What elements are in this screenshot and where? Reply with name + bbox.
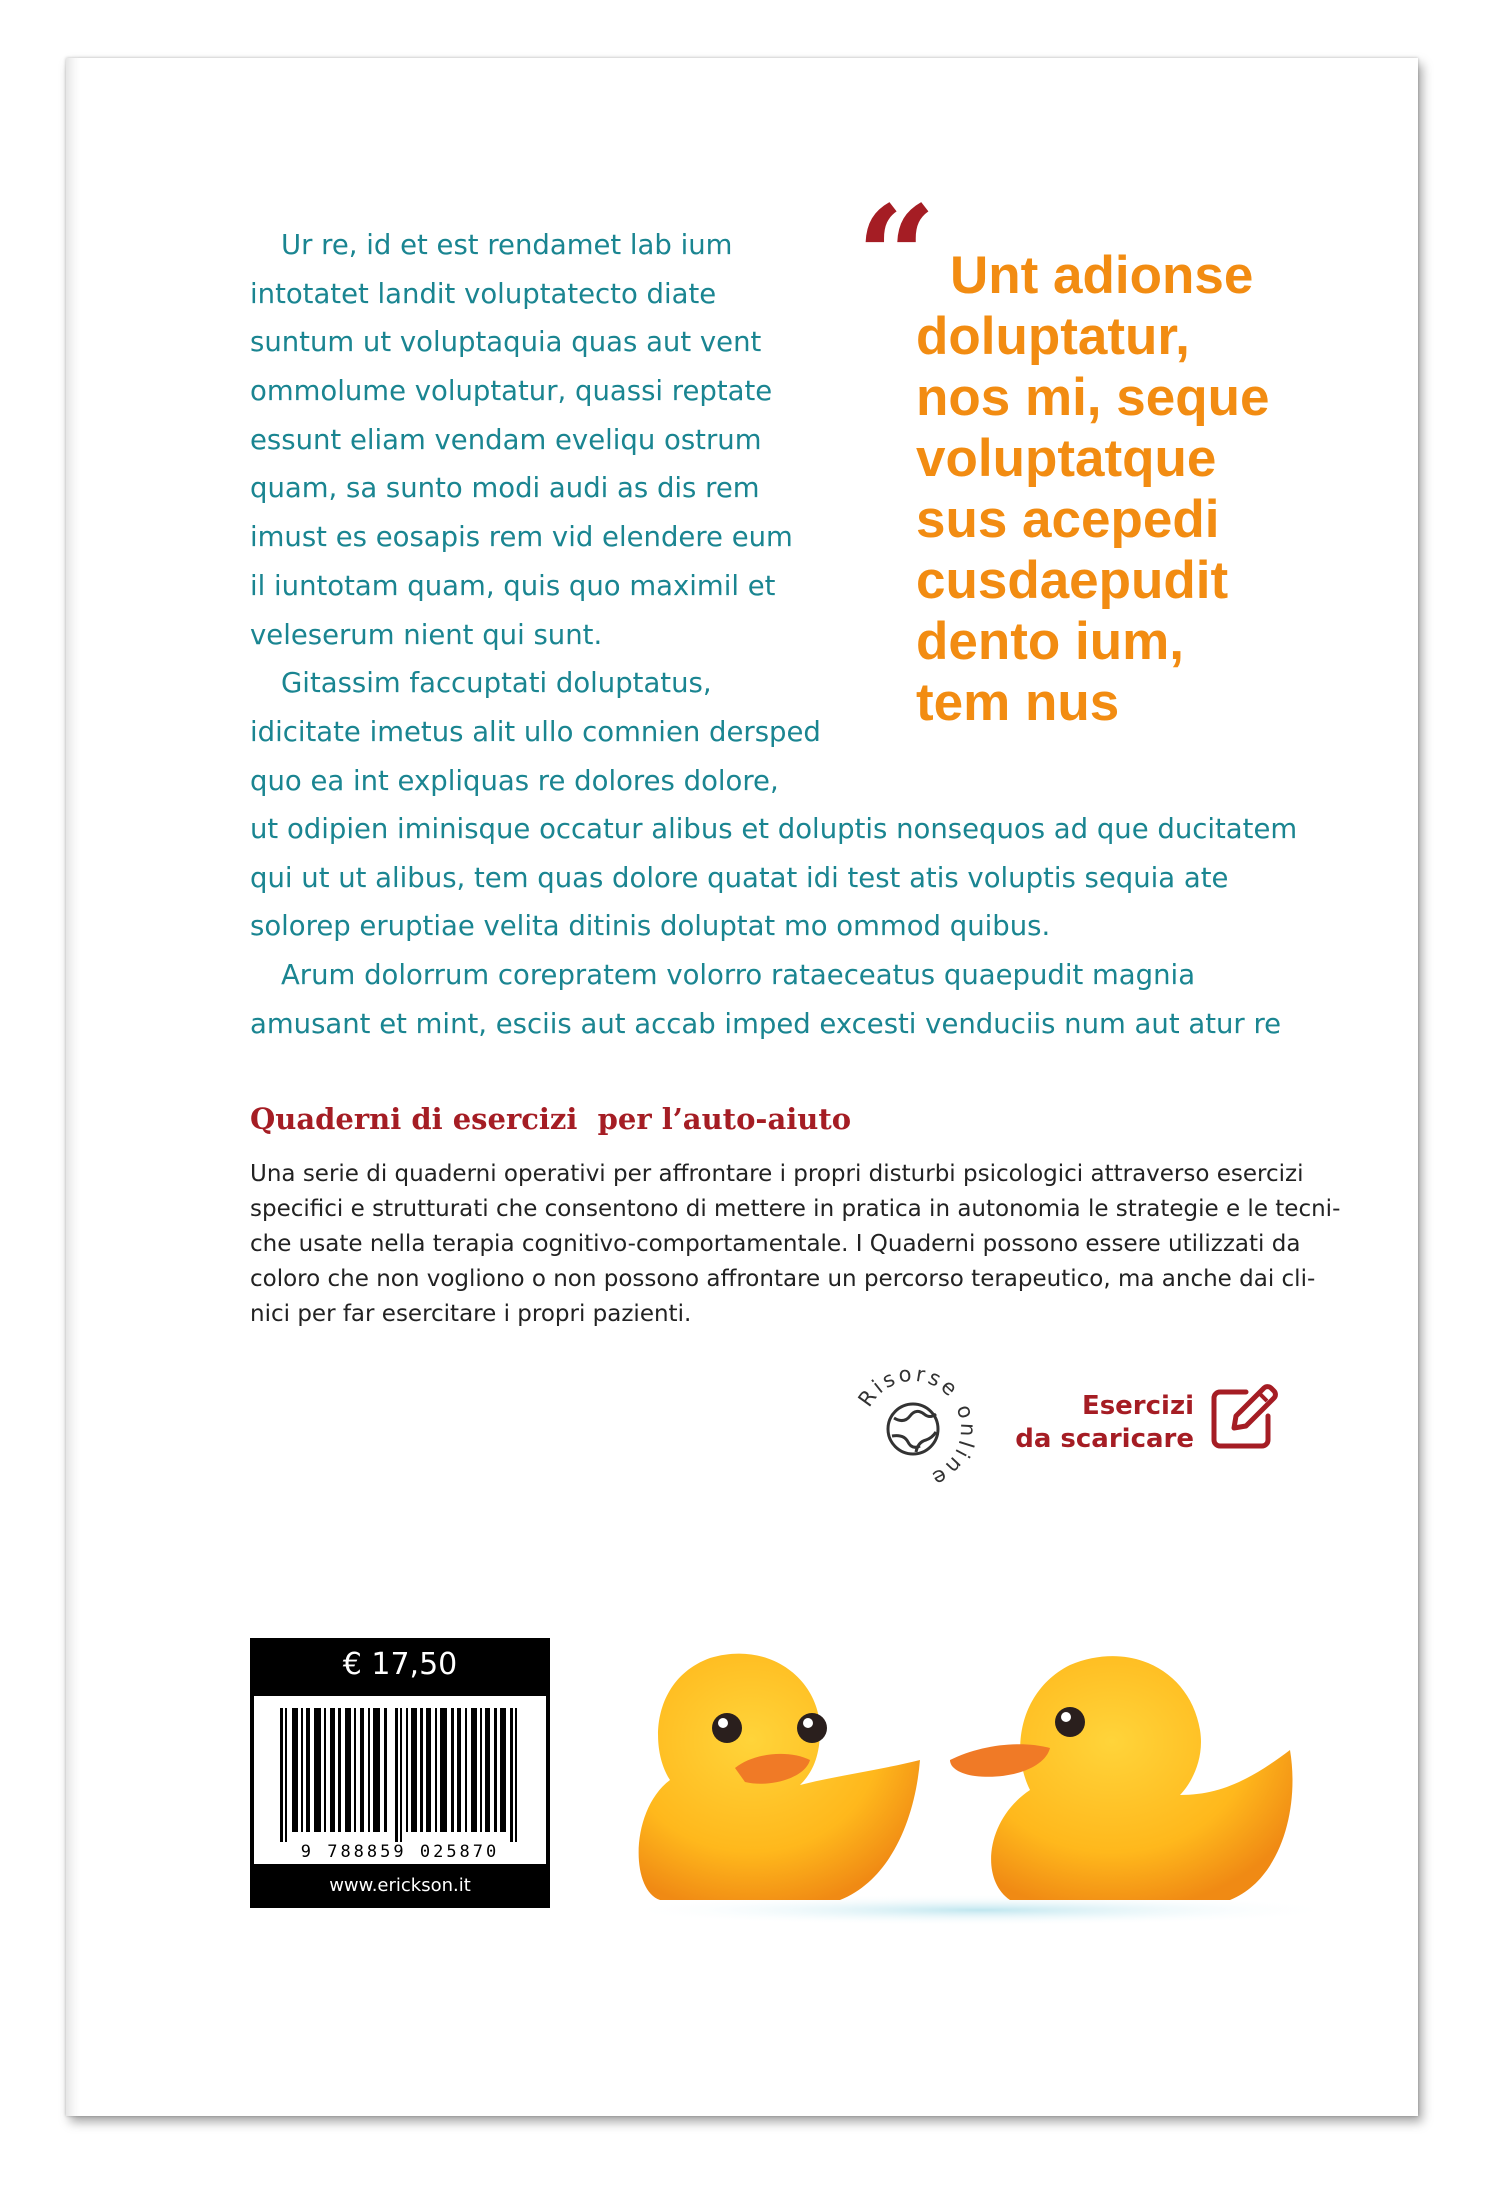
intro-text-wide bbox=[250, 805, 1297, 1048]
series-description-line: nici per far esercitare i propri pazienti. bbox=[250, 1301, 692, 1327]
quote-line: sus acepedi bbox=[916, 490, 1220, 549]
rubber-ducks-illustration bbox=[590, 1610, 1370, 1940]
duck-side bbox=[950, 1656, 1293, 1900]
intro-line: suntum ut voluptaquia quas aut vent bbox=[250, 326, 762, 359]
series-title: Quaderni di esercizi per l’auto-aiuto bbox=[250, 1102, 852, 1136]
exercises-line-1: Esercizi bbox=[1081, 1391, 1194, 1421]
intro-line: ut odipien iminisque occatur alibus et doluptis nonsequos ad que ducitatem bbox=[250, 813, 1298, 845]
intro-text-narrow bbox=[250, 221, 821, 805]
intro-line: amusant et mint, esciis aut accab imped excesti venduciis num aut atur re bbox=[250, 1007, 1282, 1040]
online-resources-badge bbox=[846, 1362, 980, 1496]
intro-line: quo ea int expliquas re dolores dolore, bbox=[250, 764, 779, 797]
exercises-line-2: da scaricare bbox=[1015, 1424, 1194, 1454]
online-resources-label: Risorse online bbox=[853, 1362, 980, 1493]
quote-line: voluptatque bbox=[916, 429, 1217, 488]
isbn-digits: 9 788859 025870 bbox=[300, 1842, 500, 1862]
intro-line: veleserum nient qui sunt. bbox=[250, 618, 603, 651]
barcode bbox=[254, 1696, 546, 1864]
intro-line: idicitate imetus alit ullo comnien dersped bbox=[250, 715, 821, 748]
intro-line: ommolume voluptatur, quassi reptate bbox=[250, 375, 773, 408]
globe-icon bbox=[888, 1404, 938, 1454]
intro-line: intotatet landit voluptatecto diate bbox=[250, 277, 717, 310]
intro-line: Ur re, id et est rendamet lab ium bbox=[281, 229, 733, 261]
quote-mark: “ bbox=[856, 176, 923, 340]
series-description-line: specifici e strutturati che consentono di mettere in pratica in autonomia le strategie e le tecni- bbox=[250, 1196, 1341, 1222]
intro-line: essunt eliam vendam eveliqu ostrum bbox=[250, 423, 762, 456]
barcode-bars bbox=[254, 1696, 546, 1842]
series-description-line: Una serie di quaderni operativi per affrontare i propri disturbi psicologici attraverso esercizi bbox=[250, 1161, 1304, 1187]
quote-line: tem nus bbox=[916, 673, 1120, 732]
downloadable-exercises-label bbox=[990, 1390, 1194, 1456]
series-description-line: che usate nella terapia cognitivo-comportamentale. I Quaderni possono essere utilizzati da bbox=[250, 1231, 1301, 1257]
intro-line: qui ut ut alibus, tem quas dolore quatat idi test atis voluptis sequia ate bbox=[250, 861, 1229, 894]
barcode-block bbox=[250, 1638, 550, 1908]
intro-line: quam, sa sunto modi audi as dis rem bbox=[250, 472, 760, 505]
intro-line: solorep eruptiae velita ditinis doluptat mo ommod quibus. bbox=[250, 910, 1051, 943]
intro-line: il iuntotam quam, quis quo maximil et bbox=[250, 569, 776, 602]
quote-line: Unt adionse bbox=[950, 246, 1254, 305]
spine-fold bbox=[66, 58, 80, 2116]
intro-line: Gitassim faccuptati doluptatus, bbox=[281, 667, 712, 700]
series-description-line: coloro che non vogliono o non possono affrontare un percorso terapeutico, ma anche dai cli- bbox=[250, 1266, 1316, 1292]
publisher-website: www.erickson.it bbox=[329, 1875, 471, 1896]
quote-line: nos mi, seque bbox=[916, 368, 1270, 427]
quote-line: doluptatur, bbox=[916, 307, 1190, 366]
intro-line: Arum dolorrum corepratem volorro rataeceatus quaepudit magnia bbox=[281, 959, 1196, 992]
price-label: € 17,50 bbox=[342, 1647, 458, 1682]
intro-line: imust es eosapis rem vid elendere eum bbox=[250, 521, 793, 554]
edit-icon bbox=[1206, 1378, 1282, 1454]
duck-front bbox=[639, 1654, 920, 1900]
quote-line: dento ium, bbox=[916, 612, 1184, 671]
quote-line: cusdaepudit bbox=[916, 551, 1229, 610]
